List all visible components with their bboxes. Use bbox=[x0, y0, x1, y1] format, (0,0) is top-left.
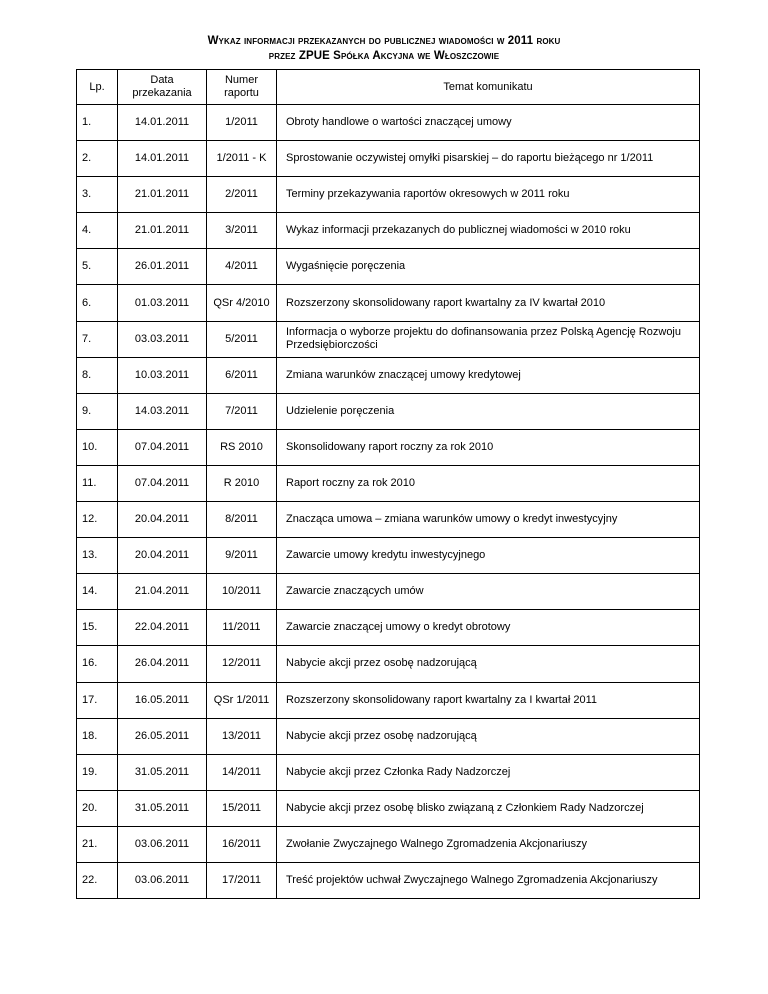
cell-date: 16.05.2011 bbox=[118, 682, 207, 718]
cell-topic: Skonsolidowany raport roczny za rok 2010 bbox=[277, 429, 700, 465]
cell-lp: 6. bbox=[77, 285, 118, 321]
cell-date: 21.04.2011 bbox=[118, 574, 207, 610]
table-row bbox=[77, 646, 700, 682]
cell-report-number: QSr 1/2011 bbox=[207, 682, 277, 718]
cell-topic: Nabycie akcji przez osobę nadzorującą bbox=[277, 646, 700, 682]
cell-report-number: 1/2011 - K bbox=[207, 141, 277, 177]
cell-report-number: 6/2011 bbox=[207, 357, 277, 393]
cell-lp: 9. bbox=[77, 393, 118, 429]
cell-topic: Udzielenie poręczenia bbox=[277, 393, 700, 429]
cell-report-number: 8/2011 bbox=[207, 502, 277, 538]
header-report-number: Numer raportu bbox=[207, 70, 277, 105]
cell-lp: 20. bbox=[77, 790, 118, 826]
cell-lp: 7. bbox=[77, 321, 118, 357]
table-row bbox=[77, 177, 700, 213]
cell-date: 03.06.2011 bbox=[118, 862, 207, 898]
table-row bbox=[77, 754, 700, 790]
cell-date: 20.04.2011 bbox=[118, 502, 207, 538]
cell-topic: Zawarcie znaczących umów bbox=[277, 574, 700, 610]
cell-lp: 1. bbox=[77, 105, 118, 141]
cell-report-number: 5/2011 bbox=[207, 321, 277, 357]
cell-date: 03.06.2011 bbox=[118, 826, 207, 862]
table-row bbox=[77, 826, 700, 862]
cell-lp: 3. bbox=[77, 177, 118, 213]
cell-report-number: R 2010 bbox=[207, 465, 277, 501]
table-row bbox=[77, 105, 700, 141]
cell-lp: 12. bbox=[77, 502, 118, 538]
table-row bbox=[77, 249, 700, 285]
cell-date: 26.04.2011 bbox=[118, 646, 207, 682]
cell-date: 01.03.2011 bbox=[118, 285, 207, 321]
header-lp: Lp. bbox=[77, 70, 118, 105]
cell-topic: Nabycie akcji przez osobę blisko związaną z Członkiem Rady Nadzorczej bbox=[277, 790, 700, 826]
cell-lp: 11. bbox=[77, 465, 118, 501]
cell-lp: 14. bbox=[77, 574, 118, 610]
cell-lp: 15. bbox=[77, 610, 118, 646]
table-row bbox=[77, 574, 700, 610]
table-body bbox=[77, 105, 700, 899]
cell-date: 31.05.2011 bbox=[118, 790, 207, 826]
cell-lp: 13. bbox=[77, 538, 118, 574]
cell-report-number: 15/2011 bbox=[207, 790, 277, 826]
cell-report-number: 13/2011 bbox=[207, 718, 277, 754]
cell-topic: Wygaśnięcie poręczenia bbox=[277, 249, 700, 285]
cell-date: 20.04.2011 bbox=[118, 538, 207, 574]
cell-lp: 2. bbox=[77, 141, 118, 177]
cell-date: 21.01.2011 bbox=[118, 213, 207, 249]
cell-lp: 21. bbox=[77, 826, 118, 862]
cell-lp: 10. bbox=[77, 429, 118, 465]
table-row bbox=[77, 862, 700, 898]
cell-topic: Sprostowanie oczywistej omyłki pisarskiej – do raportu bieżącego nr 1/2011 bbox=[277, 141, 700, 177]
cell-report-number: 10/2011 bbox=[207, 574, 277, 610]
header-topic: Temat komunikatu bbox=[277, 70, 700, 105]
cell-topic: Terminy przekazywania raportów okresowych w 2011 roku bbox=[277, 177, 700, 213]
cell-topic: Rozszerzony skonsolidowany raport kwartalny za IV kwartał 2010 bbox=[277, 285, 700, 321]
cell-report-number: 1/2011 bbox=[207, 105, 277, 141]
cell-report-number: 17/2011 bbox=[207, 862, 277, 898]
cell-lp: 5. bbox=[77, 249, 118, 285]
cell-topic: Znacząca umowa – zmiana warunków umowy o kredyt inwestycyjny bbox=[277, 502, 700, 538]
table-row bbox=[77, 718, 700, 754]
cell-topic: Raport roczny za rok 2010 bbox=[277, 465, 700, 501]
cell-topic: Informacja o wyborze projektu do dofinansowania przez Polską Agencję Rozwoju Przedsiębiorczości bbox=[277, 321, 700, 357]
cell-date: 31.05.2011 bbox=[118, 754, 207, 790]
table-row bbox=[77, 141, 700, 177]
cell-topic: Rozszerzony skonsolidowany raport kwartalny za I kwartał 2011 bbox=[277, 682, 700, 718]
table-row bbox=[77, 393, 700, 429]
title-line-2: przez ZPUE Spółka Akcyjna we Włoszczowie bbox=[268, 50, 500, 62]
cell-report-number: QSr 4/2010 bbox=[207, 285, 277, 321]
cell-topic: Zwołanie Zwyczajnego Walnego Zgromadzenia Akcjonariuszy bbox=[277, 826, 700, 862]
cell-date: 26.05.2011 bbox=[118, 718, 207, 754]
cell-lp: 4. bbox=[77, 213, 118, 249]
cell-report-number: 4/2011 bbox=[207, 249, 277, 285]
header-date: Data przekazania bbox=[118, 70, 207, 105]
cell-lp: 22. bbox=[77, 862, 118, 898]
table-row bbox=[77, 213, 700, 249]
cell-date: 14.01.2011 bbox=[118, 141, 207, 177]
cell-topic: Obroty handlowe o wartości znaczącej umowy bbox=[277, 105, 700, 141]
cell-date: 10.03.2011 bbox=[118, 357, 207, 393]
table-row bbox=[77, 502, 700, 538]
cell-topic: Nabycie akcji przez osobę nadzorującą bbox=[277, 718, 700, 754]
title-line-1: Wykaz informacji przekazanych do publicznej wiadomości w 2011 roku bbox=[207, 35, 561, 47]
table-row bbox=[77, 429, 700, 465]
table-header-row bbox=[77, 70, 700, 105]
cell-report-number: RS 2010 bbox=[207, 429, 277, 465]
cell-topic: Wykaz informacji przekazanych do publicznej wiadomości w 2010 roku bbox=[277, 213, 700, 249]
cell-lp: 8. bbox=[77, 357, 118, 393]
cell-report-number: 11/2011 bbox=[207, 610, 277, 646]
cell-date: 21.01.2011 bbox=[118, 177, 207, 213]
table-row bbox=[77, 682, 700, 718]
cell-topic: Zmiana warunków znaczącej umowy kredytowej bbox=[277, 357, 700, 393]
cell-date: 07.04.2011 bbox=[118, 429, 207, 465]
table-row bbox=[77, 610, 700, 646]
cell-date: 14.01.2011 bbox=[118, 105, 207, 141]
table-row bbox=[77, 538, 700, 574]
cell-report-number: 16/2011 bbox=[207, 826, 277, 862]
cell-date: 22.04.2011 bbox=[118, 610, 207, 646]
cell-lp: 16. bbox=[77, 646, 118, 682]
table-row bbox=[77, 465, 700, 501]
cell-date: 03.03.2011 bbox=[118, 321, 207, 357]
cell-topic: Zawarcie znaczącej umowy o kredyt obrotowy bbox=[277, 610, 700, 646]
cell-topic: Treść projektów uchwał Zwyczajnego Walnego Zgromadzenia Akcjonariuszy bbox=[277, 862, 700, 898]
cell-report-number: 3/2011 bbox=[207, 213, 277, 249]
cell-report-number: 2/2011 bbox=[207, 177, 277, 213]
document-title bbox=[0, 34, 768, 64]
table-row bbox=[77, 321, 700, 357]
cell-report-number: 14/2011 bbox=[207, 754, 277, 790]
cell-report-number: 12/2011 bbox=[207, 646, 277, 682]
cell-date: 14.03.2011 bbox=[118, 393, 207, 429]
cell-topic: Nabycie akcji przez Członka Rady Nadzorczej bbox=[277, 754, 700, 790]
cell-lp: 19. bbox=[77, 754, 118, 790]
cell-lp: 17. bbox=[77, 682, 118, 718]
cell-date: 07.04.2011 bbox=[118, 465, 207, 501]
table-row bbox=[77, 357, 700, 393]
cell-topic: Zawarcie umowy kredytu inwestycyjnego bbox=[277, 538, 700, 574]
reports-table bbox=[76, 69, 700, 899]
cell-lp: 18. bbox=[77, 718, 118, 754]
table-row bbox=[77, 285, 700, 321]
cell-report-number: 9/2011 bbox=[207, 538, 277, 574]
cell-date: 26.01.2011 bbox=[118, 249, 207, 285]
cell-report-number: 7/2011 bbox=[207, 393, 277, 429]
table-row bbox=[77, 790, 700, 826]
